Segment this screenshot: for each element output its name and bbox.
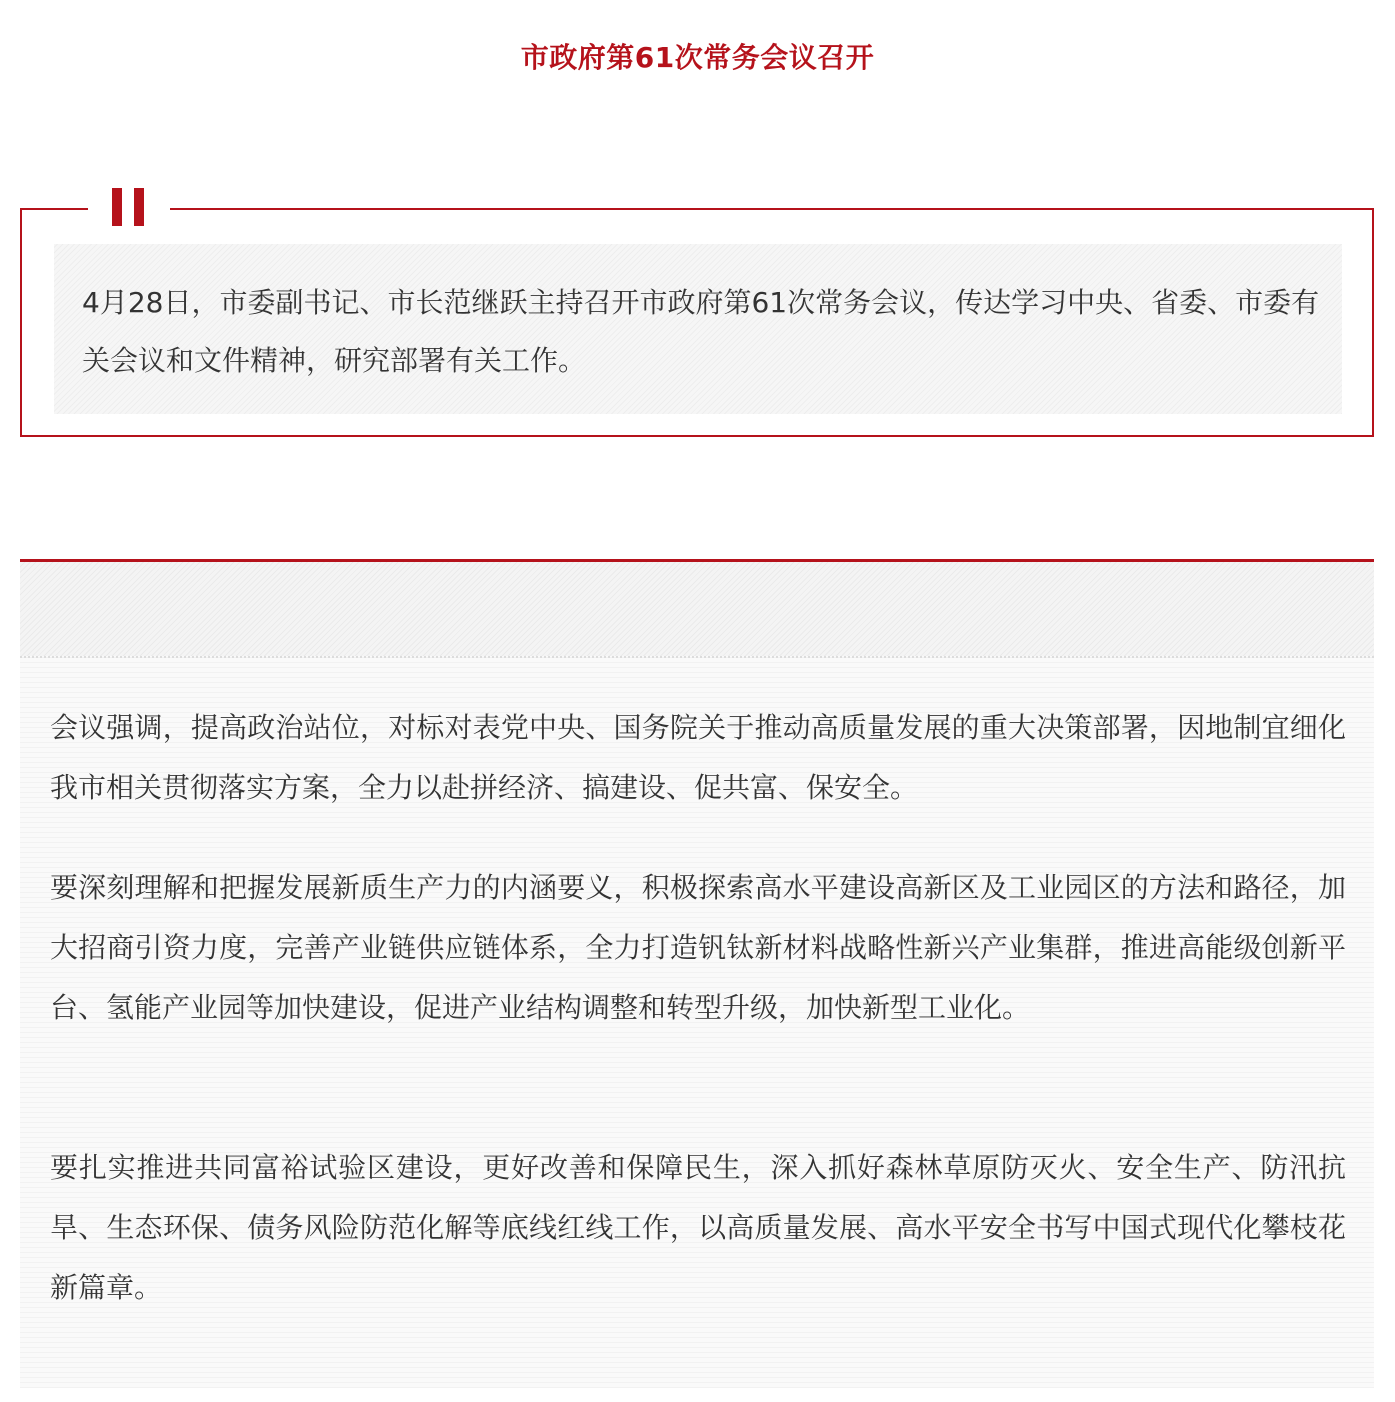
quote-bar-left — [112, 188, 122, 226]
section-header-band — [20, 562, 1374, 656]
lead-panel — [54, 244, 1342, 414]
quote-marks-icon — [112, 188, 148, 226]
body-paragraph-1: 会议强调，提高政治站位，对标对表党中央、国务院关于推动高质量发展的重大决策部署，因地制宜细化我市相关贯彻落实方案，全力以赴拼经济、搞建设、促共富、保安全。 — [50, 711, 1346, 804]
body-paragraph-2: 要深刻理解和把握发展新质生产力的内涵要义，积极探索高水平建设高新区及工业园区的方法和路径，加大招商引资力度，完善产业链供应链体系，全力打造钒钛新材料战略性新兴产业集群，推进高能级创新平台、氢能产业园等加快建设，促进产业结构调整和转型升级，加快新型工业化。 — [50, 871, 1346, 1024]
article-body — [20, 656, 1374, 1388]
body-paragraph-3: 要扎实推进共同富裕试验区建设，更好改善和保障民生，深入抓好森林草原防灭火、安全生产、防汛抗旱、生态环保、债务风险防范化解等底线红线工作，以高质量发展、高水平安全书写中国式现代化攀枝花新篇章。 — [50, 1151, 1346, 1304]
page-title: 市政府第61次常务会议召开 — [520, 41, 875, 74]
quote-bar-right — [134, 188, 144, 226]
lead-box — [20, 208, 1374, 437]
lead-text: 4月28日，市委副书记、市长范继跃主持召开市政府第61次常务会议，传达学习中央、省委、市委有关会议和文件精神，研究部署有关工作。 — [82, 286, 1320, 377]
